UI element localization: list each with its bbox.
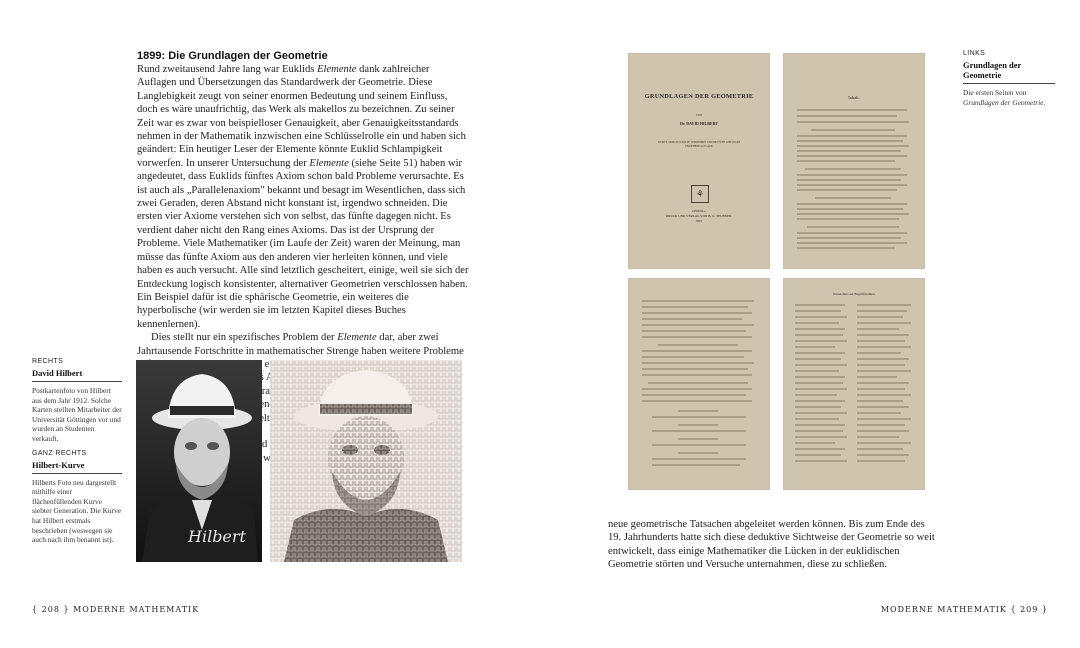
photo-signature: Hilbert	[188, 527, 246, 546]
book-index-page	[783, 278, 925, 490]
book-author: Dr. DAVID HILBERT	[680, 121, 718, 126]
toc-heading: Inhalt.	[848, 95, 860, 100]
caption-title: David Hilbert	[32, 368, 122, 382]
book-von: VON	[695, 113, 703, 117]
folio-right: MODERNE MATHEMATIK { 209 }	[880, 605, 1048, 614]
paragraph-1: Rund zweitausend Jahre lang war Euklids Elemente dank zahlreicher Auflagen und Übersetzungen das Standardwerk der Geometrie. Diese Langlebigkeit zeugt von seiner enormen Bedeutung und seinem Einfluss, doch es wäre unaufrichtig, das Werk als makellos zu bezeichnen. Zu seiner Zeit war es zwar von beispielloser Genauigkeit, aber Genauigkeitsstandards nehmen in der Mathematik inzwischen eine Schlüsselrolle ein und haben sich geändert: Ein heutiger Leser der Elemente könnte Euklid Schlampigkeit vorwerfen. In unserer Untersuchung der Elemente (siehe Seite 51) haben wir angedeutet, dass Euklids fünftes Axiom schon bald Probleme verursachte. Es ist auch als „Parallelenaxiom" bekannt und besagt im Wesentlichen, dass sich zwei Geraden, deren Abstand nicht konstant ist, irgendwo schneiden. Die ersten vier Axiome verstehen sich von selbst, das fünfte dagegen nicht. Es verdient daher nicht den Rang eines Axioms. Das ist der Ursprung der Probleme. Viele Mathematiker (im Laufe der Zeit) waren der Meinung, man müsse das fünfte Axiom aus den anderen vier herleiten können, und viele haben es auch versucht. Alle sind letztlich gescheitert, einige, weil sie sich der Entdeckung logisch konsistenter, alternativer Geometrien verschlossen haben. Ein Beispiel dafür ist die sphärische Geometrie, ein weiteres die hyperbolische (wir werden sie im letzten Kapitel dieses Buches kennenlernen).	[137, 64, 469, 330]
hilbert-curve-image	[270, 360, 462, 562]
publisher-logo-icon: ⚘	[691, 185, 709, 203]
hilbert-curve-portrait	[270, 360, 462, 562]
book-contents-page-2	[628, 278, 770, 490]
folio-left: { 208 } MODERNE MATHEMATIK	[32, 605, 200, 614]
right-caption	[963, 50, 1055, 107]
book-title-page	[628, 53, 770, 269]
caption-label: GANZ RECHTS	[32, 449, 87, 457]
caption-label: LINKS	[963, 50, 986, 57]
section-heading: 1899: Die Grundlagen der Geometrie	[137, 50, 328, 62]
paragraph-2: Dies stellt nur ein spezifisches Problem der Elemente dar, aber zwei Jahrtausende Fortschritte in mathematischer Strenge haben weitere Probleme darauf	[137, 332, 464, 397]
index-heading: Verzeichnis der Begriffsnamen.	[832, 292, 876, 296]
hilbert-portrait-image	[136, 360, 262, 562]
caption-label: RECHTS	[32, 358, 64, 365]
caption-hilbert	[32, 358, 122, 444]
book-title: GRUNDLAGEN DER GEOMETRIE	[644, 93, 754, 100]
continuation-text: neue geometrische Tatsachen abgeleitet werden können. Bis zum Ende des 19. Jahrhunderts hatte sich diese deduktive Sichtweise der Geometrie so weit entwickelt, dass einige Mathematiker die Lücken in der euklidischen Geometrie störten und Versuche unternahmen, diese zu schließen.	[608, 519, 935, 571]
book-publisher: LEIPZIG, DRUCK UND VERLAG VON B. G. TEUBNER. 1903.	[665, 209, 733, 223]
caption-title: Hilbert-Kurve	[32, 460, 122, 474]
caption-title: Grundlagen der Geometrie	[963, 60, 1055, 84]
book-toc-page	[783, 53, 925, 269]
book-edition: ZWEITE, DURCH ZUSÄTZE VERMEHRTE UND MIT FÜNF ANHÄNGEN VERSEHENE AUFLAGE.	[657, 141, 741, 148]
caption-text: Hilberts Foto neu dargestellt mithilfe einer flächenfüllenden Kurve siebter Generation. Die Kurve hat Hilbert erstmals beschrieben (weswegen sie auch nach ihm benannt ist).	[32, 477, 122, 545]
caption-text: Die ersten Seiten von Grundlagen der Geometrie.	[963, 88, 1046, 107]
hilbert-photo	[136, 360, 262, 562]
caption-text: Postkartenfoto von Hilbert aus dem Jahr 1912. Solche Karten stellten Mitarbeiter der Universität Göttingen vor und wurden an Studenten verkauft.	[32, 386, 122, 443]
caption-hilbert-curve	[32, 450, 122, 545]
left-captions	[32, 358, 122, 545]
